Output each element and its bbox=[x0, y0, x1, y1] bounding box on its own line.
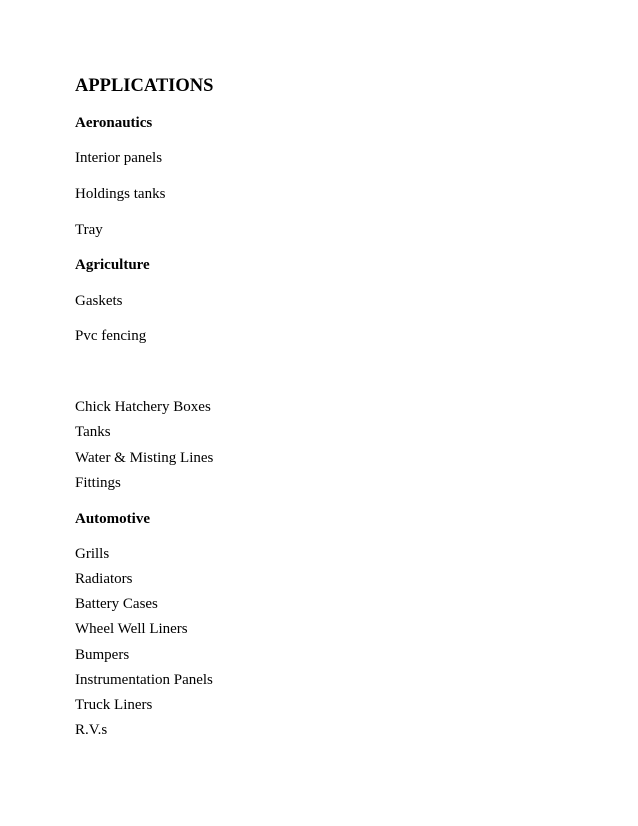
list-item: Tanks bbox=[75, 424, 111, 440]
page-title: APPLICATIONS bbox=[75, 76, 214, 96]
section-heading-agriculture: Agriculture bbox=[75, 257, 150, 273]
list-item: Fittings bbox=[75, 475, 121, 491]
list-item: Battery Cases bbox=[75, 596, 158, 612]
section-heading-aeronautics: Aeronautics bbox=[75, 115, 153, 131]
list-item: Wheel Well Liners bbox=[75, 621, 188, 637]
list-item: Interior panels bbox=[75, 150, 163, 166]
list-item: Pvc fencing bbox=[75, 328, 147, 344]
list-item: Tray bbox=[75, 222, 103, 238]
list-item: Grills bbox=[75, 546, 110, 562]
list-item: Truck Liners bbox=[75, 697, 153, 713]
list-item: Chick Hatchery Boxes bbox=[75, 399, 211, 415]
list-item: Bumpers bbox=[75, 647, 130, 663]
list-item: Instrumentation Panels bbox=[75, 672, 213, 688]
section-heading-automotive: Automotive bbox=[75, 511, 150, 527]
list-item: R.V.s bbox=[75, 722, 108, 738]
list-item: Radiators bbox=[75, 571, 133, 587]
list-item: Gaskets bbox=[75, 293, 123, 309]
list-item: Holdings tanks bbox=[75, 186, 166, 202]
list-item: Water & Misting Lines bbox=[75, 450, 214, 466]
